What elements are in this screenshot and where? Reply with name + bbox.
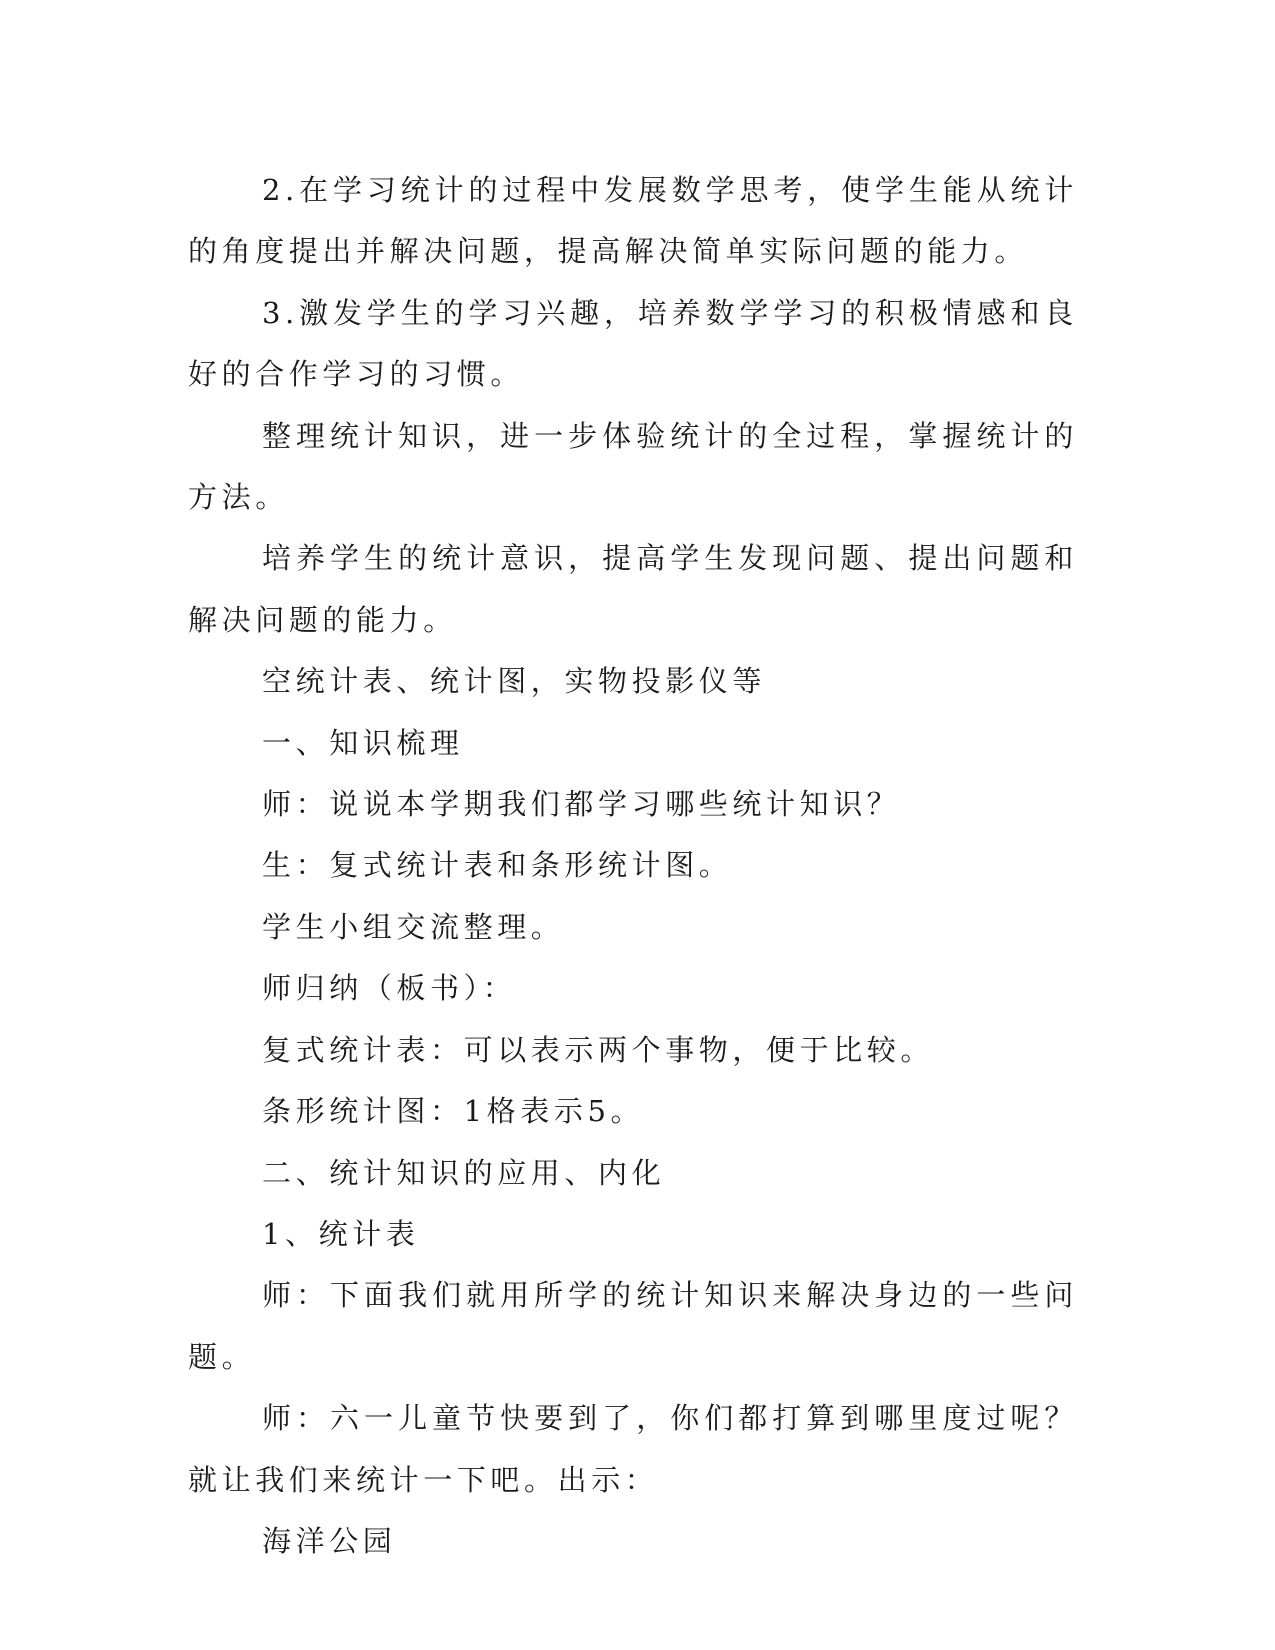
paragraph-ocean-park: 海洋公园 <box>262 1523 397 1558</box>
paragraph-teacher-summary: 师归纳（板书）： <box>262 971 517 1006</box>
subsection-heading-table: 1、统计表 <box>262 1216 420 1251</box>
paragraph-difficulty: 培养学生的统计意识，提高学生发现问题、提出问题和解决问题的能力。 <box>188 541 1078 637</box>
paragraph-group-discussion: 学生小组交流整理。 <box>262 909 565 944</box>
section-heading-1: 一、知识梳理 <box>262 725 464 760</box>
section-heading-2: 二、统计知识的应用、内化 <box>262 1155 666 1190</box>
paragraph-goal-2: 2.在学习统计的过程中发展数学思考，使学生能从统计的角度提出并解决问题，提高解决简单实际问题的能力。 <box>188 173 1078 269</box>
paragraph-teacher-intro: 师：下面我们就用所学的统计知识来解决身边的一些问题。 <box>188 1278 1078 1374</box>
paragraph-childrens-day: 师：六一儿童节快要到了，你们都打算到哪里度过呢？就让我们来统计一下吧。出示： <box>188 1401 1078 1497</box>
paragraph-student-answer: 生：复式统计表和条形统计图。 <box>262 848 733 883</box>
paragraph-bar-chart: 条形统计图：1格表示5。 <box>262 1094 645 1129</box>
paragraph-goal-3: 3.激发学生的学习兴趣，培养数学学习的积极情感和良好的合作学习的习惯。 <box>188 295 1078 392</box>
paragraph-teacher-question: 师：说说本学期我们都学习哪些统计知识？ <box>262 787 901 822</box>
paragraph-materials: 空统计表、统计图，实物投影仪等 <box>262 664 767 699</box>
document-body <box>188 160 1078 1572</box>
paragraph-compound-table: 复式统计表：可以表示两个事物，便于比较。 <box>262 1032 935 1067</box>
paragraph-key-point: 整理统计知识，进一步体验统计的全过程，掌握统计的方法。 <box>188 418 1078 515</box>
